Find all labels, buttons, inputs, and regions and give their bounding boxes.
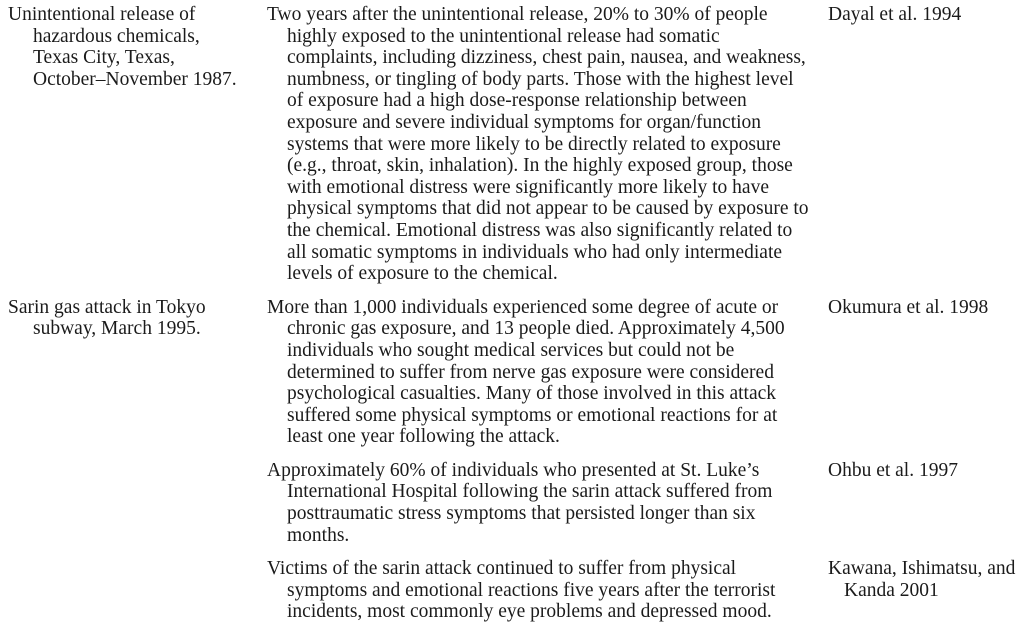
citation-text: Okumura et al. 1998 (828, 296, 989, 318)
finding-text: Approximately 60% of individuals who presented at St. Luke’s International Hospital following the sarin attack suffered from posttraumatic stress symptoms that persisted longer than six months. (267, 459, 773, 546)
citation-text: Kawana, Ishimatsu, and Kanda 2001 (828, 558, 1016, 601)
finding-text: More than 1,000 individuals experienced some degree of acute or chronic gas exposure, and 13 people died. Approximately 4,500 individuals who sought medical services but could not be determined to suffer from nerve gas exposure were considered psychological casualties. Many of those involved in this attack suffered some physical symptoms or emotional reactions for at least one year following the attack. (267, 296, 785, 448)
finding-text: Two years after the unintentional release, 20% to 30% of people highly exposed to the unintentional release had somatic complaints, including dizziness, chest pain, nausea, and weakness, numbness, or tingling of body parts. Those with the highest level of exposure had a high dose-response relationship between exposure and severe individual symptoms for organ/function systems that were more likely to be directly related to exposure (e.g., throat, skin, inhalation). In the highly exposed group, those with emotional distress were significantly more likely to have physical symptoms that did not appear to be caused by exposure to the chemical. Emotional distress was also significantly related to all somatic symptoms in individuals who had only intermediate levels of exposure to the chemical. (267, 4, 809, 285)
finding-text: Victims of the sarin attack continued to suffer from physical symptoms and emotional reactions five years after the terrorist incidents, most commonly eye problems and depressed mood. (267, 558, 776, 623)
event-text: Sarin gas attack in Tokyo subway, March 1995. (8, 296, 206, 340)
citation-text: Ohbu et al. 1997 (828, 459, 958, 481)
event-text: Unintentional release of hazardous chemicals, Texas City, Texas, October–November 1987. (8, 4, 237, 90)
citation-text: Dayal et al. 1994 (828, 4, 962, 25)
